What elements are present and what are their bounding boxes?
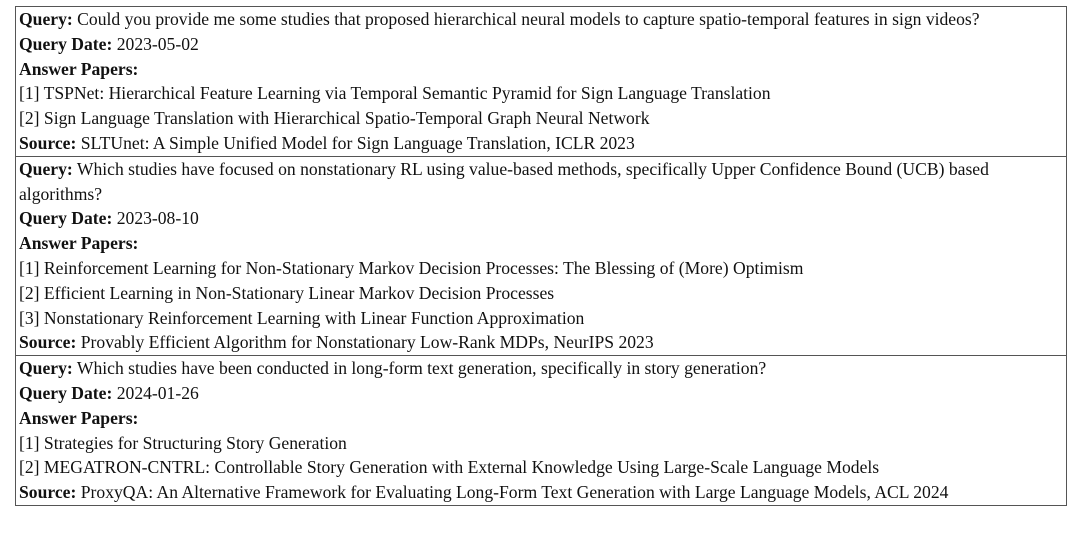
source-text: SLTUnet: A Simple Unified Model for Sign Language Translation, ICLR 2023 xyxy=(80,132,635,153)
query-date-label: Query Date: xyxy=(19,208,113,229)
answer-paper-item: [2] MEGATRON-CNTRL: Controllable Story Generation with External Knowledge Using Large-Scale Language Models xyxy=(19,457,880,478)
query-entry xyxy=(16,156,1066,355)
query-line xyxy=(19,157,1066,207)
answer-papers-label: Answer Papers: xyxy=(19,233,139,254)
query-date-value: 2023-08-10 xyxy=(116,208,199,229)
query-label: Query: xyxy=(19,358,73,379)
query-date-label: Query Date: xyxy=(19,33,113,54)
source-text: ProxyQA: An Alternative Framework for Evaluating Long-Form Text Generation with Large Language Models, ACL 2024 xyxy=(80,482,949,503)
query-entry xyxy=(16,355,1066,505)
query-line xyxy=(19,7,1066,32)
source-label: Source: xyxy=(19,482,77,503)
answer-paper-item: [2] Sign Language Translation with Hierarchical Spatio-Temporal Graph Neural Network xyxy=(19,108,650,129)
query-label: Query: xyxy=(19,158,73,179)
query-date-line xyxy=(19,32,1066,57)
source-text: Provably Efficient Algorithm for Nonstationary Low-Rank MDPs, NeurIPS 2023 xyxy=(80,332,654,353)
answer-papers-label: Answer Papers: xyxy=(19,407,139,428)
source-label: Source: xyxy=(19,332,77,353)
query-label: Query: xyxy=(19,9,73,29)
answer-papers-heading xyxy=(19,406,1066,431)
answer-paper-item: [3] Nonstationary Reinforcement Learning with Linear Function Approximation xyxy=(19,307,585,328)
answer-paper-item: [1] Reinforcement Learning for Non-Stationary Markov Decision Processes: The Blessing of (More) Optimism xyxy=(19,257,804,278)
answer-papers-heading xyxy=(19,231,1066,256)
query-date-label: Query Date: xyxy=(19,382,113,403)
source-line xyxy=(19,480,1066,505)
query-date-line xyxy=(19,206,1066,231)
answer-paper-item: [2] Efficient Learning in Non-Stationary Linear Markov Decision Processes xyxy=(19,282,555,303)
query-text: Which studies have focused on nonstationary RL using value-based methods, specifically Upper Confidence Bound (UCB) based algorithms? xyxy=(19,158,989,204)
query-line xyxy=(19,356,1066,381)
answer-paper-item: [1] Strategies for Structuring Story Generation xyxy=(19,432,347,453)
query-date-value: 2023-05-02 xyxy=(116,33,199,54)
query-date-value: 2024-01-26 xyxy=(116,382,199,403)
answer-paper-item: [1] TSPNet: Hierarchical Feature Learning via Temporal Semantic Pyramid for Sign Language Translation xyxy=(19,83,771,104)
answer-papers-heading xyxy=(19,57,1066,82)
query-text: Which studies have been conducted in long-form text generation, specifically in story generation? xyxy=(76,358,767,379)
source-label: Source: xyxy=(19,132,77,153)
source-line xyxy=(19,330,1066,355)
source-line xyxy=(19,131,1066,156)
query-date-line xyxy=(19,381,1066,406)
query-entry xyxy=(16,7,1066,156)
query-table xyxy=(15,6,1067,506)
answer-papers-label: Answer Papers: xyxy=(19,58,139,79)
query-text: Could you provide me some studies that proposed hierarchical neural models to capture spatio-temporal features in sign videos? xyxy=(77,9,980,29)
